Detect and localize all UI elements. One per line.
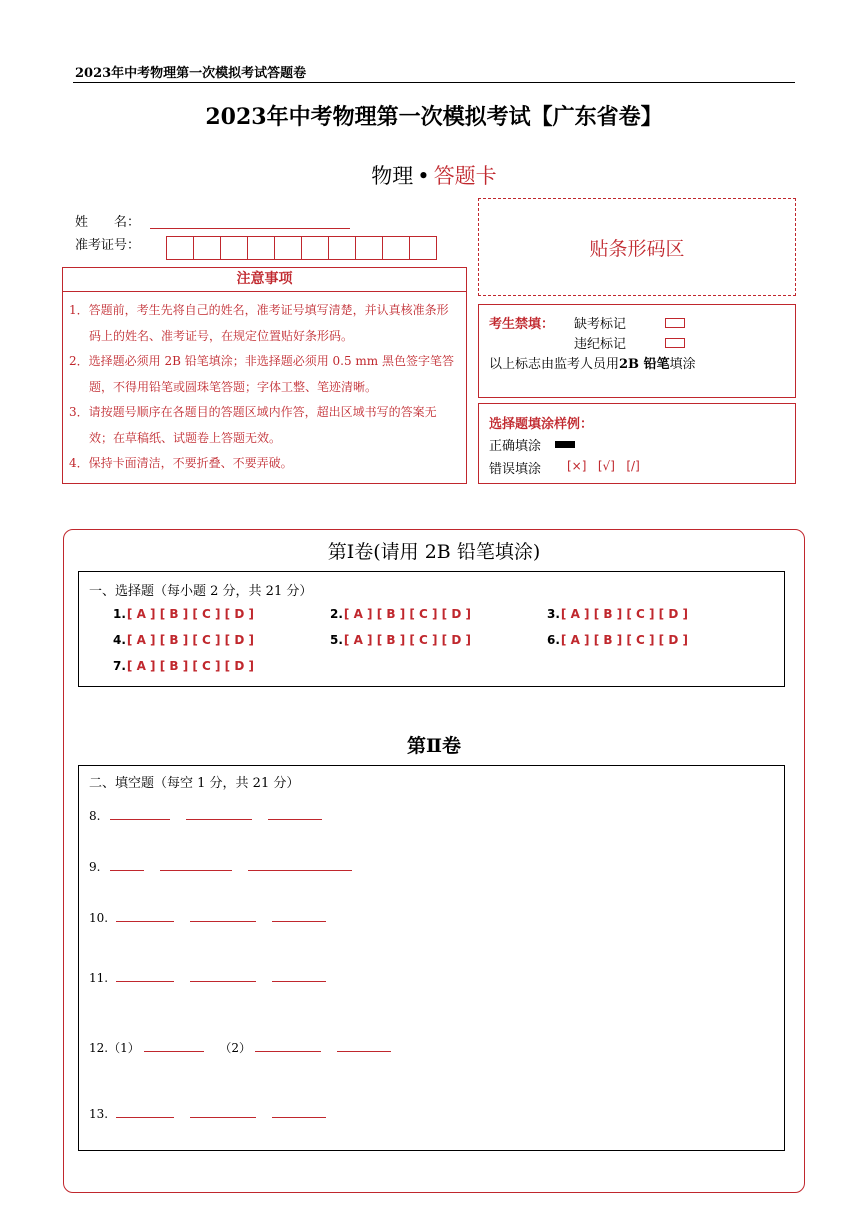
choice-number: 7. xyxy=(113,659,126,673)
barcode-label: 贴条形码区 xyxy=(589,237,685,260)
fill-question-10 xyxy=(89,911,326,925)
notice-item: 4．保持卡面清洁，不要折叠、不要弄破。 xyxy=(69,456,293,470)
wrong-mark-slash: [/] xyxy=(626,459,640,473)
subtitle-card: 答题卡 xyxy=(433,164,497,188)
choice-number: 4. xyxy=(113,633,126,647)
example-title: 选择题填涂样例： xyxy=(489,417,594,432)
fill-question-13 xyxy=(89,1107,326,1121)
page-header: 2023年中考物理第一次模拟考试答题卷 xyxy=(75,66,307,81)
fill-question-12 xyxy=(89,1039,391,1056)
answer-blank[interactable] xyxy=(268,818,322,820)
absent-mark-label: 缺考标记 xyxy=(574,317,627,332)
choice-options[interactable]: [ A ] [ B ] [ C ] [ D ] xyxy=(126,607,254,621)
exam-number-digit-box[interactable] xyxy=(409,236,437,260)
answer-blank[interactable] xyxy=(272,1116,326,1118)
choice-question-7[interactable] xyxy=(113,659,254,673)
exam-number-digit-box[interactable] xyxy=(247,236,275,260)
answer-blank[interactable] xyxy=(248,869,352,871)
fill-question-8 xyxy=(89,809,322,823)
violation-mark-label: 违纪标记 xyxy=(574,337,627,352)
answer-blank[interactable] xyxy=(116,980,174,982)
answer-blank[interactable] xyxy=(116,1116,174,1118)
exam-number-digit-box[interactable] xyxy=(301,236,329,260)
answer-blank[interactable] xyxy=(144,1050,204,1052)
card-subtitle xyxy=(0,160,868,190)
answer-blank[interactable] xyxy=(337,1050,391,1052)
absent-mark-box[interactable] xyxy=(665,318,685,328)
question-number: 10. xyxy=(89,911,109,925)
wrong-fill-label: 错误填涂 xyxy=(489,462,542,477)
barcode-area xyxy=(478,198,796,296)
exam-number-digit-box[interactable] xyxy=(355,236,383,260)
forbid-note xyxy=(489,353,696,372)
notice-item: 1．答题前，考生先将自己的姓名，准考证号填写清楚，并认真核准条形码上的姓名、准考证号，在规定位置贴好条形码。 xyxy=(69,303,449,343)
violation-mark-box[interactable] xyxy=(665,338,685,348)
choice-question-4[interactable] xyxy=(113,633,254,647)
choice-question-1[interactable] xyxy=(113,607,254,621)
part1-title: 第Ⅰ卷(请用 2B 铅笔填涂) xyxy=(327,541,541,563)
answer-blank[interactable] xyxy=(255,1050,321,1052)
exam-number-boxes xyxy=(166,236,436,260)
exam-number-label: 准考证号： xyxy=(75,238,141,253)
choice-options[interactable]: [ A ] [ B ] [ C ] [ D ] xyxy=(343,633,471,647)
choice-options[interactable]: [ A ] [ B ] [ C ] [ D ] xyxy=(126,633,254,647)
choice-number: 5. xyxy=(330,633,343,647)
answer-blank[interactable] xyxy=(190,980,256,982)
correct-fill-mark xyxy=(555,441,575,448)
choice-question-6[interactable] xyxy=(547,633,688,647)
wrong-mark-x: [×] xyxy=(567,459,587,473)
answer-blank[interactable] xyxy=(272,920,326,922)
answer-blank[interactable] xyxy=(190,1116,256,1118)
forbid-label: 考生禁填： xyxy=(489,317,555,332)
notice-title: 注意事项 xyxy=(62,267,467,292)
forbid-note-post: 填涂 xyxy=(669,357,696,372)
page-title: 2023年中考物理第一次模拟考试【广东省卷】 xyxy=(205,104,663,130)
choice-section xyxy=(78,571,785,687)
exam-number-digit-box[interactable] xyxy=(274,236,302,260)
question-number: 12. xyxy=(89,1041,109,1055)
fill-blank-section xyxy=(78,765,785,1151)
exam-number-digit-box[interactable] xyxy=(166,236,194,260)
fill-question-9 xyxy=(89,860,352,874)
choice-question-2[interactable] xyxy=(330,607,471,621)
choice-question-3[interactable] xyxy=(547,607,688,621)
answer-blank[interactable] xyxy=(116,920,174,922)
fill-section-title: 二、填空题（每空 1 分，共 21 分） xyxy=(89,776,300,791)
fill-example-box xyxy=(478,403,796,484)
subtitle-subject: 物理 xyxy=(371,164,414,188)
answer-blank[interactable] xyxy=(186,818,252,820)
wrong-mark-check: [√] xyxy=(597,459,615,473)
choice-options[interactable]: [ A ] [ B ] [ C ] [ D ] xyxy=(560,607,688,621)
choice-options[interactable]: [ A ] [ B ] [ C ] [ D ] xyxy=(560,633,688,647)
notice-body xyxy=(62,291,467,484)
sub-question-label: （2） xyxy=(219,1041,252,1055)
exam-number-digit-box[interactable] xyxy=(382,236,410,260)
choice-options[interactable]: [ A ] [ B ] [ C ] [ D ] xyxy=(126,659,254,673)
examinee-forbidden-box xyxy=(478,304,796,398)
fill-question-11 xyxy=(89,971,326,985)
subtitle-dot: • xyxy=(417,164,430,188)
answer-blank[interactable] xyxy=(110,818,170,820)
question-number: 9. xyxy=(89,860,101,874)
choice-question-5[interactable] xyxy=(330,633,471,647)
correct-fill-label: 正确填涂 xyxy=(489,439,542,454)
forbid-note-pre: 以上标志由监考人员用 xyxy=(489,357,620,372)
choice-number: 1. xyxy=(113,607,126,621)
sub-question-label: （1） xyxy=(108,1041,140,1055)
name-field[interactable] xyxy=(150,228,350,229)
question-number: 13. xyxy=(89,1107,109,1121)
part2-title: 第Ⅱ卷 xyxy=(406,735,461,757)
answer-blank[interactable] xyxy=(272,980,326,982)
forbid-note-bold: 2B 铅笔 xyxy=(619,357,670,372)
name-label: 姓 名： xyxy=(75,215,141,230)
choice-section-title: 一、选择题（每小题 2 分，共 21 分） xyxy=(89,584,313,599)
exam-number-digit-box[interactable] xyxy=(328,236,356,260)
notice-item: 2．选择题必须用 2B 铅笔填涂；非选择题必须用 0.5 mm 黑色签字笔答题，不得用铅笔或圆珠笔答题；字体工整、笔迹清晰。 xyxy=(69,354,455,394)
question-number: 11. xyxy=(89,971,109,985)
choice-options[interactable]: [ A ] [ B ] [ C ] [ D ] xyxy=(343,607,471,621)
header-divider xyxy=(73,82,795,83)
choice-number: 6. xyxy=(547,633,560,647)
wrong-fill-marks xyxy=(567,459,640,473)
question-number: 8. xyxy=(89,809,101,823)
notice-item: 3．请按题号顺序在各题目的答题区域内作答，超出区域书写的答案无效；在草稿纸、试题卷上答题无效。 xyxy=(69,405,437,445)
answer-blank[interactable] xyxy=(190,920,256,922)
choice-number: 2. xyxy=(330,607,343,621)
exam-number-digit-box[interactable] xyxy=(220,236,248,260)
answer-blank[interactable] xyxy=(110,869,144,871)
exam-number-digit-box[interactable] xyxy=(193,236,221,260)
answer-blank[interactable] xyxy=(160,869,232,871)
choice-number: 3. xyxy=(547,607,560,621)
